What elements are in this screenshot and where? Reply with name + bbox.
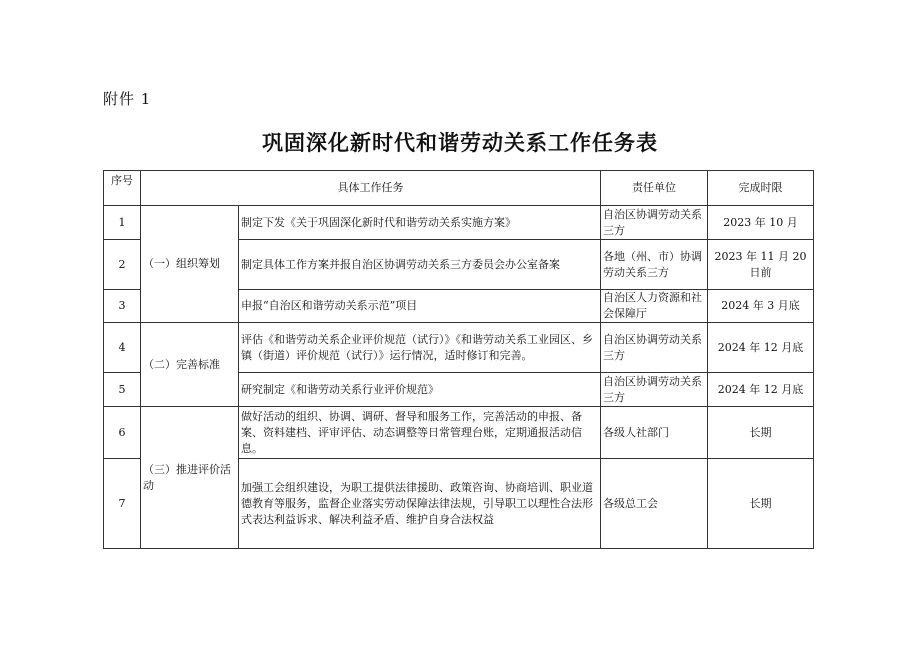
header-task: 具体工作任务 [141, 171, 601, 206]
page-title: 巩固深化新时代和谐劳动关系工作任务表 [262, 131, 658, 155]
row-number: 5 [104, 373, 141, 407]
table-row [104, 407, 814, 459]
category-cell: （三）推进评价活动 [141, 407, 239, 549]
unit-cell: 各级人社部门 [601, 407, 708, 459]
category-cell: （二）完善标准 [141, 323, 239, 407]
unit-cell: 各级总工会 [601, 459, 708, 549]
category-cell: （一）组织筹划 [141, 206, 239, 323]
task-cell: 做好活动的组织、协调、调研、督导和服务工作，完善活动的申报、备案、资料建档、评审评估、动态调整等日常管理台账，定期通报活动信息。 [239, 407, 601, 459]
unit-cell: 自治区协调劳动关系三方 [601, 323, 708, 373]
unit-cell: 各地（州、市）协调劳动关系三方 [601, 240, 708, 290]
attachment-label: 附件 1 [103, 90, 152, 108]
table-row [104, 206, 814, 240]
row-number: 4 [104, 323, 141, 373]
task-cell: 加强工会组织建设，为职工提供法律援助、政策咨询、协商培训、职业道德教育等服务，监督企业落实劳动保障法律法规，引导职工以理性合法形式表达利益诉求、解决利益矛盾、维护自身合法权益 [239, 459, 601, 549]
task-cell: 制定具体工作方案并报自治区协调劳动关系三方委员会办公室备案 [239, 240, 601, 290]
header-deadline: 完成时限 [708, 171, 814, 206]
task-cell: 制定下发《关于巩固深化新时代和谐劳动关系实施方案》 [239, 206, 601, 240]
table-header-row [104, 171, 814, 206]
table-row [104, 323, 814, 373]
unit-cell: 自治区人力资源和社会保障厅 [601, 290, 708, 323]
row-number: 6 [104, 407, 141, 459]
unit-cell: 自治区协调劳动关系三方 [601, 373, 708, 407]
task-cell: 研究制定《和谐劳动关系行业评价规范》 [239, 373, 601, 407]
row-number: 3 [104, 290, 141, 323]
row-number: 2 [104, 240, 141, 290]
task-table [103, 170, 814, 549]
deadline-cell: 长期 [708, 407, 814, 459]
deadline-cell: 2023 年 10 月 [708, 206, 814, 240]
task-cell: 评估《和谐劳动关系企业评价规范（试行）》《和谐劳动关系工业园区、乡镇（街道）评价规范（试行）》运行情况，适时修订和完善。 [239, 323, 601, 373]
task-cell: 申报“自治区和谐劳动关系示范”项目 [239, 290, 601, 323]
deadline-cell: 2023 年 11 月 20 日前 [708, 240, 814, 290]
row-number: 7 [104, 459, 141, 549]
deadline-cell: 2024 年 3 月底 [708, 290, 814, 323]
header-unit: 责任单位 [601, 171, 708, 206]
deadline-cell: 2024 年 12 月底 [708, 373, 814, 407]
deadline-cell: 2024 年 12 月底 [708, 323, 814, 373]
unit-cell: 自治区协调劳动关系三方 [601, 206, 708, 240]
row-number: 1 [104, 206, 141, 240]
deadline-cell: 长期 [708, 459, 814, 549]
header-seq: 序号 [104, 171, 141, 206]
